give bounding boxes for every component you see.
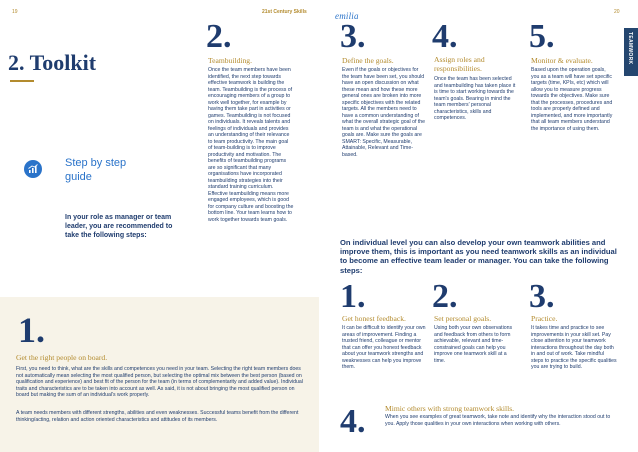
step-guide-title-line2: guide (65, 171, 92, 183)
individual-item1-body: It can be difficult to identify your own areas of improvement. Finding a trusted friend, colleague or mentor that can offer you honest feedback about your teamwork strengths and weaknesses can help you improve them. (342, 325, 426, 370)
individual-item3-title: Practice. (531, 314, 558, 323)
step3-number: 3. (340, 18, 366, 55)
step1-title: Get the right people on board. (16, 353, 108, 362)
individual-item2-body: Using both your own observations and feedback from others to form achievable, relevant and time-constrained goals can help you improve one teamwork skill at a time. (434, 325, 513, 364)
step1-number: 1. (18, 310, 45, 350)
toolkit-intro: In your role as manager or team leader, you are recommended to take the following steps: (65, 214, 173, 239)
page-number-left: 19 (12, 9, 18, 15)
individual-item4-number: 4. (340, 403, 366, 440)
step2-number: 2. (206, 18, 232, 55)
step3-title: Define the goals. (342, 56, 394, 65)
running-title: 21st Century Skills (262, 9, 307, 15)
step3-body: Even if the goals or objectives for the team have been set, you should have an open discussion on what these mean and how these more general ones are broken into more specific objectives with the related targets. All the members need to have a common understanding of what the overall strategic goal of the team is and what the operational goals are. Make sure the goals are SMART: Specific, Measurable, Attainable, Relevant and Time-based. (342, 67, 426, 158)
step5-number: 5. (529, 18, 555, 55)
individual-item3-number: 3. (529, 278, 555, 315)
individual-intro: On individual level you can also develop your own teamwork abilities and improve them, this is important as you need teamwork skills as an individual to become an effective team leader or manager. You can take the following steps: (340, 238, 617, 275)
step1-paragraph2: A team needs members with different strengths, abilities and even weaknesses. Successful teams benefit from the different thinking/acting, relation and action oriented characteristics and attitudes of its members. (16, 410, 299, 423)
step4-number: 4. (432, 18, 458, 55)
page-number-right: 20 (614, 9, 620, 15)
section-title: 2. Toolkit (8, 50, 97, 75)
side-tab (624, 28, 638, 76)
logo-text: emilia (335, 11, 359, 21)
step4-title-line1: Assign roles and (434, 55, 485, 64)
step4-body: Once the team has been selected and teambuilding has taken place it is time to start working towards the team's goals. Bearing in mind the team members' personal characteristics, skills and competences. (434, 76, 516, 121)
step-guide-title-line1: Step by step (65, 157, 127, 169)
step5-title: Monitor & evaluate. (531, 56, 593, 65)
individual-item2-title: Set personal goals. (434, 314, 492, 323)
side-tab-label: TEAMWORK (627, 32, 633, 65)
title-underline (10, 80, 34, 82)
step4-title-line2: responsibilities. (434, 63, 482, 73)
individual-item4-title: Mimic others with strong teamwork skills. (385, 404, 515, 413)
individual-item3-body: It takes time and practice to see improvements in your skill set. Pay close attention to your teamwork interactions throughout the day both in and out of work. Take mindful steps to practice the specific qualities you are trying to build. (531, 325, 617, 370)
step5-body: Based upon the operation goals, you as a team will have set specific targets (time, KPIs, etc) which will allow you to measure progress towards the objectives. Make sure that the processes, procedures and tools are properly defined and implemented, and more importantly that all team members understand the importance of using them. (531, 67, 613, 132)
emilia-logo (335, 6, 371, 21)
individual-item1-title: Get honest feedback. (342, 314, 406, 323)
chart-icon (24, 160, 42, 178)
individual-item2-number: 2. (432, 278, 458, 315)
individual-item1-number: 1. (340, 278, 366, 315)
step4-title (434, 56, 485, 73)
step1-paragraph1: First, you need to think, what are the skills and competences you need in your team. Selecting the right team members does not automatically mean selecting the most qualified person, but selecting the optimal mix between the best person (based on qualification and experience) and best fit of the person for the team (in terms of complementarity and added value). Individual traits and characteristics are to be taken into account as well. As said, it is not about bringing the most qualified person on board but making the sum of an individual's work properly. (16, 366, 303, 398)
individual-item4-body: When you see examples of great teamwork, take note and identify why the interaction stood out to you. Apply those qualities in your own interactions when working with others. (385, 414, 611, 427)
step2-title: Teambuilding. (208, 56, 252, 65)
step-guide-title (65, 156, 126, 184)
step-guide-icon (24, 160, 42, 178)
step2-body: Once the team members have been identified, the next step towards effective teamwork is building the team. Teambuilding is the process of encouraging members of a group to work well together, for example by having them take part in activities or games. Teambuilding is not focused on individuals. It reveals talents and feelings of individuals and provides an understanding of their relevance to team productivity. The main goal of team-building is to improve productivity and motivation. The benefits of teambuilding programs are so significant that many organisations have incorporated teambuilding strategies into their standard training curriculum. Effective teambuilding means more engaged employees, which is good for company culture and boosting the bottom line. Your team learns how to work together towards team goals. (208, 67, 294, 223)
